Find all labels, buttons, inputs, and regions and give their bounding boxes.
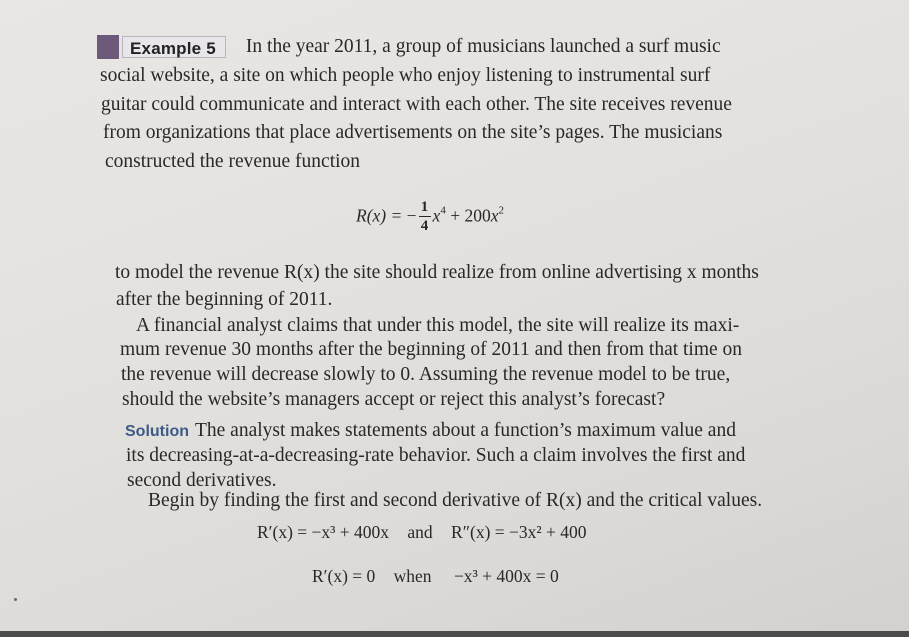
critical-rhs: −x³ + 400x = 0	[453, 566, 559, 586]
derivatives-connector: and	[407, 522, 433, 542]
equation-term1: x	[432, 205, 441, 226]
fraction-bar	[419, 216, 431, 217]
equation-minus: −	[406, 205, 417, 226]
example-accent-bar	[97, 35, 119, 59]
critical-values-line	[312, 566, 559, 587]
second-derivative: R″(x) = −3x² + 400	[451, 522, 587, 542]
solution-line-3: second derivatives.	[127, 470, 277, 491]
page-speck	[14, 598, 17, 601]
bottom-shadow-bar	[0, 631, 909, 637]
first-derivative: R′(x) = −x³ + 400x	[257, 522, 390, 542]
critical-lhs: R′(x) = 0	[312, 566, 376, 586]
equation-plus: + 200	[445, 205, 491, 226]
example-label: Example 5	[122, 36, 226, 58]
example-header-text: In the year 2011, a group of musicians launched a surf music	[245, 36, 721, 57]
solution-text-1: The analyst makes statements about a function’s maximum value and	[194, 420, 736, 441]
example-line-1: social website, a site on which people who enjoy listening to instrumental surf	[100, 65, 711, 86]
equation-term2: x	[490, 205, 499, 226]
critical-when: when	[393, 566, 432, 586]
solution-line-2: its decreasing-at-a-decreasing-rate behavior. Such a claim involves the first and	[126, 445, 746, 466]
para2-line-5: the revenue will decrease slowly to 0. Assuming the revenue model to be true,	[121, 364, 731, 385]
revenue-equation	[356, 200, 504, 235]
solution-line-1	[125, 420, 736, 443]
example-line-3: from organizations that place advertisements on the site’s pages. The musicians	[103, 122, 723, 143]
fraction-numerator: 1	[420, 199, 429, 215]
example-line-2: guitar could communicate and interact with each other. The site receives revenue	[101, 94, 732, 115]
equation-lhs: R(x) =	[356, 205, 403, 226]
fraction-denominator: 4	[420, 218, 429, 234]
solution-label: Solution	[125, 423, 189, 440]
example-header	[97, 35, 721, 59]
para2-line-4: mum revenue 30 months after the beginning of 2011 and then from that time on	[120, 339, 743, 360]
solution-line-4: Begin by finding the first and second derivative of R(x) and the critical values.	[148, 490, 763, 511]
para2-line-6: should the website’s managers accept or reject this analyst’s forecast?	[122, 389, 666, 410]
equation-exp2: 2	[498, 204, 504, 217]
para2-line-1: to model the revenue R(x) the site should realize from online advertising x months	[115, 262, 759, 283]
para2-line-2: after the beginning of 2011.	[116, 289, 333, 310]
example-line-4: constructed the revenue function	[105, 151, 361, 172]
derivatives-line	[257, 522, 587, 543]
equation-fraction	[419, 199, 431, 234]
equation-exp1: 4	[440, 204, 446, 217]
para2-line-3: A financial analyst claims that under this model, the site will realize its maxi-	[136, 315, 740, 336]
